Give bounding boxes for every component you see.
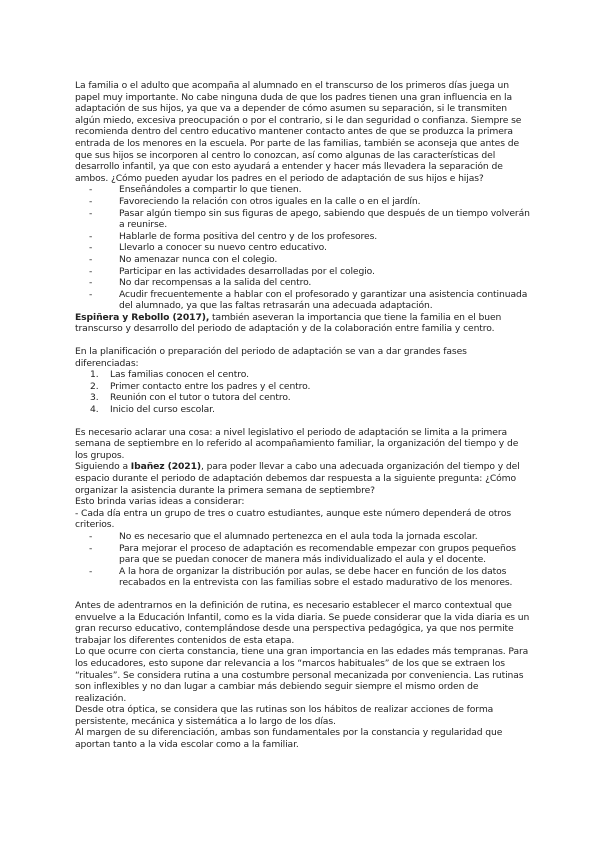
list-text: Reunión con el tutor o tutora del centro. [110,392,291,404]
list-text: Las familias conocen el centro. [110,369,249,381]
list-item: - Hablarle de forma positiva del centro y de los profesores. [75,231,530,243]
list-item: - Pasar algún tiempo sin sus figuras de apego, sabiendo que después de un tiempo volverán a reunirse. [75,208,530,231]
paragraph-citation-ibanez [75,461,530,496]
list-item: - Favoreciendo la relación con otros iguales en la calle o en el jardín. [75,196,530,208]
list-text: Primer contacto entre los padres y el centro. [110,380,311,392]
paragraph-routine-habits: Desde otra óptica, se considera que las rutinas son los hábitos de realizar acciones de forma persistente, mecánica y sistemática a lo largo de los días. [75,704,494,727]
paragraph-routine-definition: Lo que ocurre con cierta constancia, tiene una gran importancia en las edades más tempranas. Para los educadores, esto supone dar relevancia a los “marcos habituales” de los que se extraen los “rituales”. Se considera rutina a una costumbre personal mecanizada por conveniencia. Las rutinas son inflexibles y no dan lugar a cambiar más debiendo seguir siempre el mismo orden de realización. [75,646,529,704]
list-item: - Llevarlo a conocer su nuevo centro educativo. [75,242,530,254]
organization-ideas-list [75,531,530,589]
citation-text: , para poder llevar a cabo una adecuada organización del tiempo y del espacio durante el periodo de adaptación debemos dar respuesta a la siguiente pregunta: ¿Cómo organizar la asistencia durante la primera semana de septiembre? [75,461,520,496]
list-item [75,369,530,381]
document-body [75,80,530,751]
paragraph-planning: En la planificación o preparación del periodo de adaptación se van a dar grandes fases diferenciadas: [75,346,467,369]
paragraph-legislative: Es necesario aclarar una cosa: a nivel legislativo el periodo de adaptación se limita a la primera semana de septiembre en lo referido al acompañamiento familiar, la organización del tiempo y de los grupos. [75,426,519,461]
list-item [75,381,530,393]
list-item: - Acudir frecuentemente a hablar con el profesorado y garantizar una asistencia continuada del alumnado, ya que las faltas retrasarán una adecuada adaptación. [75,289,530,312]
list-item: - No es necesario que el alumnado pertenezca en el aula toda la jornada escolar. [75,531,530,543]
paragraph-citation-espinera [75,312,530,335]
list-number: 4. [90,404,99,416]
list-item: - A la hora de organizar la distribución por aulas, se debe hacer en función de los datos recabados en la entrevista con las familias sobre el estado madurativo de los menores. [75,566,530,589]
list-number: 1. [90,369,99,381]
citation-author: Espiñera y Rebollo (2017), [75,311,210,323]
paragraph-routine-context: Antes de adentrarnos en la definición de rutina, es necesario establecer el marco contextual que envuelve a la Educación Infantil, como es la vida diaria. Se puede considerar que la vida diaria es un gran recurso educativo, contemplándose desde una perspectiva pedagógica, ya que nos permite trabajar los diferentes contenidos de esta etapa. [75,599,530,646]
line-ideas: Esto brinda varias ideas a considerar: [75,496,245,508]
list-item: - Participar en las actividades desarrolladas por el colegio. [75,266,530,278]
citation-intro: Siguiendo a [75,461,131,473]
list-item: - Enseñándoles a compartir lo que tienen. [75,184,530,196]
list-text: Inicio del curso escolar. [110,404,215,416]
list-number: 2. [90,380,99,392]
list-item [75,392,530,404]
citation-author: Ibañez (2021) [130,461,201,473]
list-item: - Para mejorar el proceso de adaptación es recomendable empezar con grupos pequeños para que se puedan conocer de manera más individualizado el aula y el docente. [75,543,530,566]
citation-text: también aseveran la importancia que tiene la familia en el buen transcurso y desarrollo del periodo de adaptación y de la colaboración entre familia y centro. [75,311,502,335]
list-item [75,404,530,416]
paragraph-routine-conclusion: Al margen de su diferenciación, ambas son fundamentales por la constancia y regularidad que aportan tanto a la vida escolar como a la familiar. [75,727,503,751]
paragraph-family-role: La familia o el adulto que acompaña al alumnado en el transcurso de los primeros días juega un papel muy importante. No cabe ninguna duda de que los padres tienen una gran influencia en la adaptación de sus hijos, ya que va a depender de cómo asumen su separación, si le transmiten algún miedo, excesiva preocupación o por el contrario, si le dan seguridad o confianza. Siempre se recomienda dentro del centro educativo mantener contacto antes de que se produzca la primera entrada de los menores en la escuela. Por parte de las familias, también se aconseja que antes de que sus hijos se incorporen al centro lo conozcan, así como algunas de las características del desarrollo infantil, ya que con esto ayudará a entender y hacer más llevadera la separación de ambos. ¿Cómo pueden ayudar los padres en el periodo de adaptación de sus hijos e hijas? [75,80,522,184]
phases-list [75,369,530,415]
list-number: 3. [90,392,99,404]
line-groups: - Cada día entra un grupo de tres o cuatro estudiantes, aunque este número dependerá de otros criterios. [75,507,512,531]
list-item: - No dar recompensas a la salida del centro. [75,277,530,289]
parent-tips-list [75,184,530,312]
list-item: - No amenazar nunca con el colegio. [75,254,530,266]
